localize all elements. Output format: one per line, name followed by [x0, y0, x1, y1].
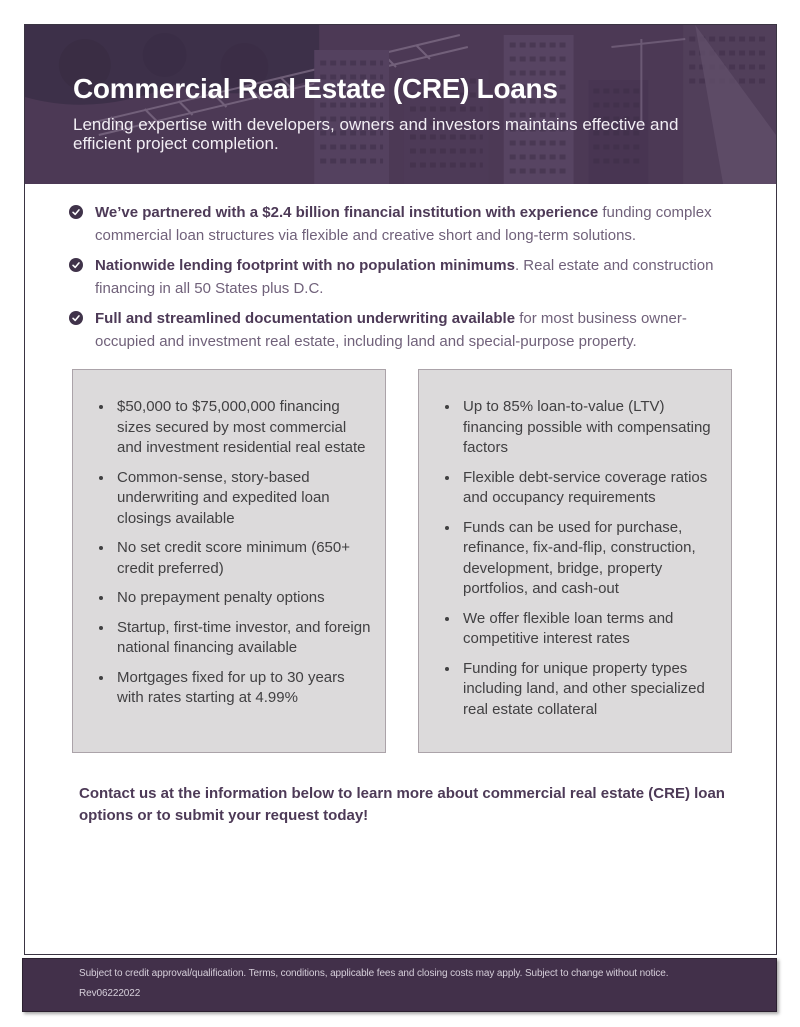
list-item: • Common-sense, story-based underwriting and expedited loan closings available [114, 468, 371, 530]
list-item: • $50,000 to $75,000,000 financing sizes secured by most commercial and investment residential real estate [114, 397, 371, 459]
check-circle-icon [69, 311, 83, 325]
list-item: • No set credit score minimum (650+ credit preferred) [114, 538, 371, 579]
right-feature-box [418, 369, 732, 753]
page-title: Commercial Real Estate (CRE) Loans [73, 73, 558, 104]
highlight-text [95, 307, 723, 353]
list-item: • No prepayment penalty options [114, 588, 371, 609]
left-feature-box [72, 369, 386, 753]
header-banner [25, 25, 776, 184]
footer-revision: Rev06222022 [79, 988, 141, 999]
list-item: • Startup, first-time investor, and foreign national financing available [114, 618, 371, 659]
footer-bar [22, 958, 777, 1012]
highlight-regular-text: for most business owner-occupied and investment real estate, including land and special-purpose property. [95, 310, 687, 350]
highlight-regular-text: . Real estate and construction financing in all 50 States plus D.C. [95, 257, 714, 297]
right-feature-list [419, 370, 731, 720]
highlight-text [95, 254, 723, 300]
page-border-frame [24, 24, 777, 955]
list-item: • Up to 85% loan-to-value (LTV) financing possible with compensating factors [460, 397, 717, 459]
highlight-item [69, 201, 741, 247]
list-item: • Funding for unique property types including land, and other specialized real estate collateral [460, 659, 717, 721]
header-text-block [73, 73, 701, 153]
page-subtitle: Lending expertise with developers, owners and investors maintains effective and efficient project completion. [73, 115, 679, 153]
highlight-regular-text: funding complex commercial loan structures via flexible and creative short and long-term solutions. [95, 204, 712, 244]
left-feature-list [73, 370, 385, 709]
list-item: • We offer flexible loan terms and competitive interest rates [460, 609, 717, 650]
highlight-bold-text: We’ve partnered with a $2.4 billion financial institution with experience [95, 204, 599, 221]
highlights-section [69, 201, 741, 360]
check-circle-icon [69, 258, 83, 272]
highlight-item [69, 254, 741, 300]
list-item: • Flexible debt-service coverage ratios and occupancy requirements [460, 468, 717, 509]
highlight-item [69, 307, 741, 353]
highlight-bold-text: Full and streamlined documentation underwriting available [95, 310, 516, 327]
highlight-bold-text: Nationwide lending footprint with no population minimums [95, 257, 515, 274]
list-item: • Mortgages fixed for up to 30 years with rates starting at 4.99% [114, 668, 371, 709]
check-circle-icon [69, 205, 83, 219]
list-item: • Funds can be used for purchase, refinance, fix-and-flip, construction, development, bridge, property portfolios, and cash-out [460, 518, 717, 600]
contact-callout: Contact us at the information below to learn more about commercial real estate (CRE) loan options or to submit your request today! [79, 785, 725, 824]
footer-disclaimer: Subject to credit approval/qualification. Terms, conditions, applicable fees and closing costs may apply. Subject to change without notice. [79, 968, 669, 979]
highlight-text [95, 201, 723, 247]
